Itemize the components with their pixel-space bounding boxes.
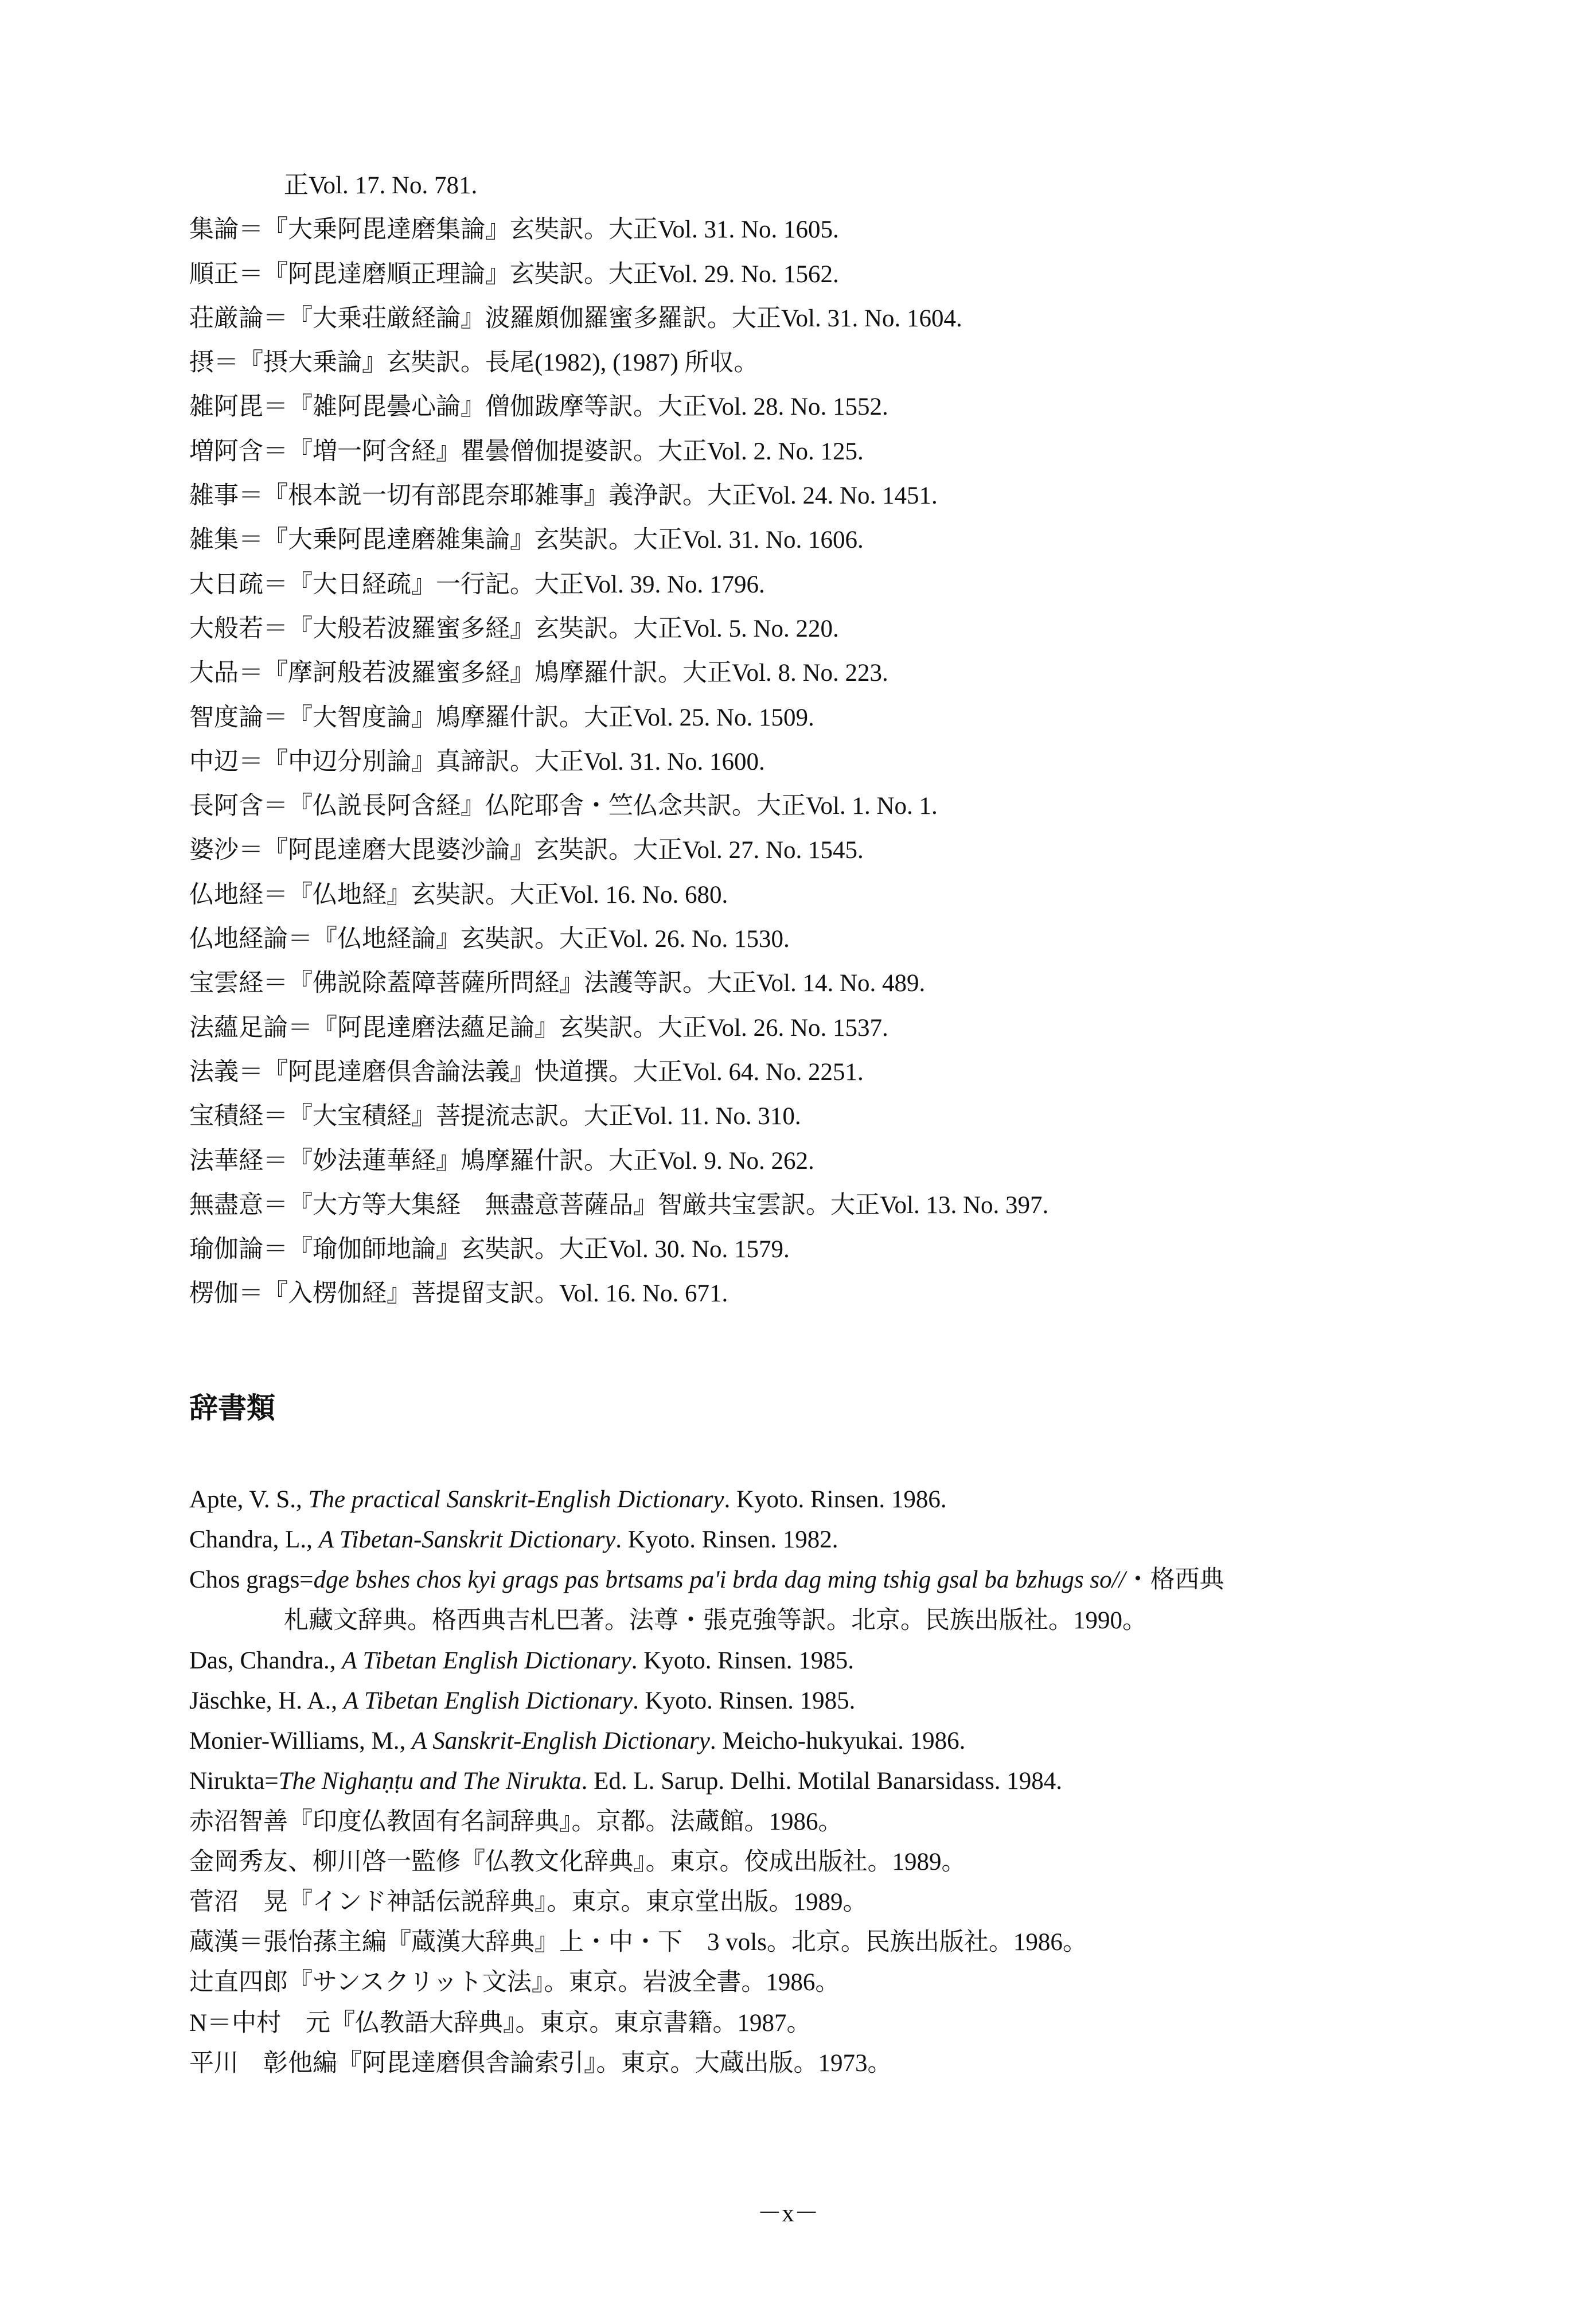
entry-rest: ・格西典: [1125, 1566, 1224, 1594]
abbreviation-entry: 法蘊足論＝『阿毘達磨法蘊足論』玄奘訳。大正Vol. 26. No. 1537.: [189, 1014, 888, 1042]
dictionary-entry-chos-grags: [189, 1560, 1480, 1600]
abbreviation-entry: 法華経＝『妙法蓮華経』鳩摩羅什訳。大正Vol. 9. No. 262.: [189, 1147, 814, 1175]
entry-rest: . Kyoto. Rinsen. 1985.: [633, 1687, 856, 1715]
entry-author: Chos grags=: [189, 1566, 314, 1594]
abbreviation-entry: 宝積経＝『大宝積経』菩提流志訳。大正Vol. 11. No. 310.: [189, 1103, 801, 1130]
abbreviation-entry: 中辺＝『中辺分別論』真諦訳。大正Vol. 31. No. 1600.: [189, 748, 765, 775]
entry-author: Jäschke, H. A.,: [189, 1687, 344, 1715]
dictionary-entry-das: [189, 1641, 1480, 1681]
dictionary-entry-nirukta: [189, 1761, 1480, 1802]
abbreviation-entry: 順正＝『阿毘達磨順正理論』玄奘訳。大正Vol. 29. No. 1562.: [189, 260, 839, 288]
entry-title: A Tibetan English Dictionary: [343, 1687, 633, 1715]
entry-rest: . Kyoto. Rinsen. 1985.: [631, 1647, 854, 1674]
entry-rest: . Ed. L. Sarup. Delhi. Motilal Banarsidass. 1984.: [581, 1768, 1062, 1795]
entry-rest: . Kyoto. Rinsen. 1986.: [724, 1486, 947, 1513]
abbreviation-entry: 大般若＝『大般若波羅蜜多経』玄奘訳。大正Vol. 5. No. 220.: [189, 615, 839, 642]
entry-title: A Sanskrit-English Dictionary: [411, 1728, 710, 1755]
entry-title: The practical Sanskrit-English Dictionary: [308, 1486, 724, 1513]
dictionary-entry: 金岡秀友、柳川啓一監修『仏教文化辞典』。東京。佼成出版社。1989。: [189, 1848, 966, 1875]
entry-title: A Tibetan English Dictionary: [342, 1647, 631, 1674]
dictionary-list: [189, 1480, 1480, 2084]
abbreviation-entry: 雑阿毘＝『雑阿毘曇心論』僧伽跋摩等訳。大正Vol. 28. No. 1552.: [189, 393, 888, 421]
entry-rest: . Meicho-hukyukai. 1986.: [709, 1728, 966, 1755]
abbreviation-entry: 雑集＝『大乗阿毘達磨雑集論』玄奘訳。大正Vol. 31. No. 1606.: [189, 527, 864, 554]
dictionary-entry: 蔵漢＝張怡蓀主編『蔵漢大辞典』上・中・下 3 vols。北京。民族出版社。1986。: [189, 1929, 1087, 1956]
dictionary-entry-jaschke: [189, 1681, 1480, 1721]
dictionary-entry: 赤沼智善『印度仏教固有名詞辞典』。京都。法蔵館。1986。: [189, 1808, 843, 1835]
abbreviation-entry: 法義＝『阿毘達磨倶舎論法義』快道撰。大正Vol. 64. No. 2251.: [189, 1058, 864, 1086]
abbreviation-entry: 仏地経＝『仏地経』玄奘訳。大正Vol. 16. No. 680.: [189, 881, 728, 908]
page-number: －x－: [757, 2200, 819, 2227]
abbreviation-continuation: 正Vol. 17. No. 781.: [284, 172, 478, 199]
dictionary-entry: 辻直四郎『サンスクリット文法』。東京。岩波全書。1986。: [189, 1969, 840, 1997]
dictionary-entry: 平川 彰他編『阿毘達磨倶舎論索引』。東京。大蔵出版。1973。: [189, 2049, 892, 2077]
abbreviation-entry: 荘厳論＝『大乗荘厳経論』波羅頗伽羅蜜多羅訳。大正Vol. 31. No. 1604.: [189, 305, 962, 332]
abbreviation-entry: 長阿含＝『仏説長阿含経』仏陀耶舎・竺仏念共訳。大正Vol. 1. No. 1.: [189, 793, 938, 820]
abbreviation-entry: 増阿含＝『増一阿含経』瞿曇僧伽提婆訳。大正Vol. 2. No. 125.: [189, 438, 864, 465]
dictionary-entry: N＝中村 元『仏教語大辞典』。東京。東京書籍。1987。: [189, 2009, 812, 2037]
dictionary-entry-apte: [189, 1480, 1480, 1520]
entry-author: Nirukta=: [189, 1768, 279, 1795]
abbreviation-entry: 大品＝『摩訶般若波羅蜜多経』鳩摩羅什訳。大正Vol. 8. No. 223.: [189, 660, 888, 687]
section-heading: 辞書類: [189, 1391, 275, 1425]
abbreviation-entry: 楞伽＝『入楞伽経』菩提留支訳。Vol. 16. No. 671.: [189, 1280, 728, 1308]
entry-author: Apte, V. S.,: [189, 1486, 309, 1513]
dictionary-entry-chandra: [189, 1520, 1480, 1560]
entry-author: Das, Chandra.,: [189, 1647, 342, 1674]
abbreviation-entry: 摂＝『摂大乗論』玄奘訳。長尾(1982), (1987) 所収。: [189, 349, 759, 377]
abbreviation-entry: 瑜伽論＝『瑜伽師地論』玄奘訳。大正Vol. 30. No. 1579.: [189, 1236, 790, 1264]
abbreviation-entry: 大日疏＝『大日経疏』一行記。大正Vol. 39. No. 1796.: [189, 571, 765, 598]
abbreviation-entry: 宝雲経＝『佛説除蓋障菩薩所問経』法護等訳。大正Vol. 14. No. 489.: [189, 970, 926, 997]
entry-title: A Tibetan-Sanskrit Dictionary: [318, 1526, 616, 1554]
abbreviation-entry: 無盡意＝『大方等大集経 無盡意菩薩品』智厳共宝雲訳。大正Vol. 13. No. 397.: [189, 1191, 1049, 1219]
abbreviation-entry: 智度論＝『大智度論』鳩摩羅什訳。大正Vol. 25. No. 1509.: [189, 704, 814, 731]
dictionary-entry-chos-grags-continuation: 札藏文辞典。格西典吉札巴著。法尊・張克強等訳。北京。民族出版社。1990。: [284, 1606, 1147, 1634]
abbreviation-entry: 集論＝『大乗阿毘達磨集論』玄奘訳。大正Vol. 31. No. 1605.: [189, 216, 839, 244]
entry-author: Chandra, L.,: [189, 1526, 319, 1554]
abbreviation-entry: 婆沙＝『阿毘達磨大毘婆沙論』玄奘訳。大正Vol. 27. No. 1545.: [189, 837, 864, 864]
abbreviation-entry: 雑事＝『根本説一切有部毘奈耶雑事』義浄訳。大正Vol. 24. No. 1451.: [189, 482, 938, 510]
entry-rest: . Kyoto. Rinsen. 1982.: [615, 1526, 838, 1554]
abbreviation-list: [189, 163, 1451, 1316]
dictionary-entry: 菅沼 晃『インド神話伝説辞典』。東京。東京堂出版。1989。: [189, 1889, 868, 1916]
dictionary-entry-monier-williams: [189, 1721, 1480, 1761]
entry-title: The Nighaṇṭu and The Nirukta: [278, 1768, 582, 1795]
entry-author: Monier-Williams, M.,: [189, 1728, 412, 1755]
entry-title: dge bshes chos kyi grags pas brtsams pa'i brda dag ming tshig gsal ba bzhugs so//: [313, 1566, 1126, 1594]
abbreviation-entry: 仏地経論＝『仏地経論』玄奘訳。大正Vol. 26. No. 1530.: [189, 926, 790, 953]
